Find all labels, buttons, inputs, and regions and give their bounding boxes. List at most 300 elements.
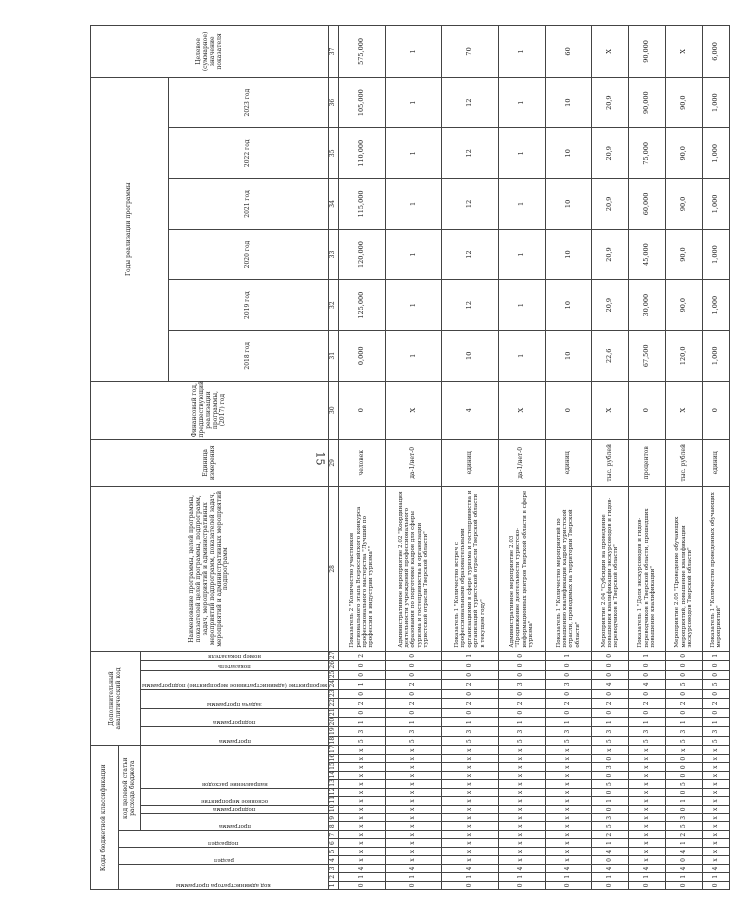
code-cell: 0 (442, 881, 498, 889)
code-cell: х (545, 746, 592, 755)
row-year-value: 1,000 (702, 77, 729, 128)
code-cell: х (629, 797, 666, 805)
code-cell: х (702, 830, 729, 838)
row-year-value: 12 (442, 77, 498, 128)
code-cell: 1 (339, 873, 386, 881)
code-cell: 4 (666, 847, 703, 855)
row-year-value: 10 (545, 280, 592, 331)
code-cell: х (339, 856, 386, 864)
code-cell: х (629, 814, 666, 822)
code-cell: 0 (702, 881, 729, 889)
column-number: 15 (329, 763, 339, 771)
row-unit: да-1/нет-0 (498, 439, 545, 486)
code-cell: 1 (545, 873, 592, 881)
code-cell: 0 (385, 651, 441, 661)
code-cell: х (442, 788, 498, 796)
code-cell: х (339, 746, 386, 755)
row-year-value: 30,000 (629, 280, 666, 331)
row-year-value: 1,000 (702, 128, 729, 179)
code-cell: 2 (666, 699, 703, 708)
code-cell: х (442, 839, 498, 847)
code-cell: 0 (498, 661, 545, 670)
row-year-value: 1 (498, 229, 545, 280)
code-cell: 1 (545, 718, 592, 727)
code-cell: 4 (442, 864, 498, 872)
column-number: 12 (329, 788, 339, 796)
code-cell: 1 (498, 718, 545, 727)
code-cell: 4 (629, 864, 666, 872)
code-cell: 0 (666, 788, 703, 796)
row-total: 6,000 (702, 26, 729, 78)
code-cell: 3 (592, 814, 629, 822)
admin-code-header: код администратора программы (119, 864, 329, 889)
code-cell: 3 (545, 727, 592, 736)
code-cell: 1 (545, 651, 592, 661)
row-total: 90,000 (629, 26, 666, 78)
code-cell: 4 (545, 864, 592, 872)
final-value-header: Целевое (суммарное) значение показателя (91, 26, 329, 78)
code-cell: х (702, 814, 729, 822)
table-row (545, 26, 592, 890)
code-cell: х (702, 847, 729, 855)
code-cell: х (339, 755, 386, 763)
code-cell: х (385, 814, 441, 822)
code-cell: х (498, 856, 545, 864)
table-row (666, 26, 703, 890)
row-year-value: 10 (442, 330, 498, 381)
code-cell: х (339, 788, 386, 796)
code-cell: х (545, 805, 592, 813)
code-cell: 0 (545, 881, 592, 889)
section-header: раздел (119, 847, 329, 864)
year-header: 2018 год (168, 330, 329, 381)
indicator-num-header: номер показателя (141, 651, 329, 661)
subprogram-code-header: подпрограмма (141, 805, 329, 813)
code-cell: х (385, 780, 441, 788)
code-cell: 0 (498, 670, 545, 679)
code-cell: 2 (498, 699, 545, 708)
year-header: 2022 год (168, 128, 329, 179)
table-row (339, 26, 386, 890)
row-year-value: 22,6 (592, 330, 629, 381)
code-cell: 0 (666, 771, 703, 779)
code-cell: 0 (666, 661, 703, 670)
row-name: Показатель 1 "Количество встреч с профессиональными образовательными организациями в сфере туризма и гостеприимства и организаций туристской отрасли Тверской области в текущем году" (442, 487, 498, 652)
code-cell: х (545, 830, 592, 838)
code-cell: х (442, 814, 498, 822)
row-year-value: 20,9 (592, 77, 629, 128)
code-cell: 0 (442, 661, 498, 670)
fin-year-header: Финансовый год, предшествующий реализации программы, (2017) год (91, 381, 329, 439)
column-number: 31 (329, 330, 339, 381)
code-cell: 2 (385, 680, 441, 689)
row-year-value: 120,0 (666, 330, 703, 381)
row-year-value: 1,000 (702, 330, 729, 381)
row-fin-year: 0 (339, 381, 386, 439)
code-cell: 1 (339, 680, 386, 689)
code-cell: х (339, 839, 386, 847)
row-fin-year: Х (498, 381, 545, 439)
row-year-value: 1 (498, 77, 545, 128)
code-cell: 5 (385, 736, 441, 745)
code-cell: х (545, 847, 592, 855)
code-cell: 1 (666, 797, 703, 805)
expense-direction-header: направление расходов (141, 746, 329, 788)
code-cell: 5 (629, 736, 666, 745)
row-fin-year: Х (666, 381, 703, 439)
code-cell: х (545, 763, 592, 771)
table-body (339, 26, 730, 890)
code-cell: 5 (442, 736, 498, 745)
column-number: 23 (329, 689, 339, 698)
code-cell: х (442, 797, 498, 805)
row-total: 1 (385, 26, 441, 78)
code-cell: х (339, 805, 386, 813)
code-cell: 0 (592, 881, 629, 889)
code-cell: х (385, 763, 441, 771)
code-cell: 5 (666, 822, 703, 830)
column-number: 7 (329, 830, 339, 838)
row-name: Показатель 1 "Количество проведенных обучающих мероприятий" (702, 487, 729, 652)
code-cell: х (498, 746, 545, 755)
page-number: 15 (313, 451, 327, 466)
code-cell: 3 (629, 727, 666, 736)
code-cell: 0 (666, 856, 703, 864)
column-number: 6 (329, 839, 339, 847)
row-year-value: 20,9 (592, 179, 629, 230)
row-fin-year: 0 (629, 381, 666, 439)
row-name: Мероприятие 2.05 "Проведение обучающих мероприятий, повышение квалификации экскурсоводов Тверской области" (666, 487, 703, 652)
code-cell: 0 (592, 755, 629, 763)
code-cell: 4 (629, 680, 666, 689)
code-cell: 1 (592, 797, 629, 805)
column-number: 25 (329, 670, 339, 679)
code-cell: 1 (666, 718, 703, 727)
code-cell: х (339, 797, 386, 805)
code-cell: 1 (498, 873, 545, 881)
row-year-value: 12 (442, 179, 498, 230)
row-name: Мероприятие 2.04 "Субсидии на проведение повышения квалификации экскурсоводов и гидов-переводчиков в Тверской области" (592, 487, 629, 652)
row-year-value: 1 (498, 128, 545, 179)
row-unit: да-1/нет-0 (385, 439, 441, 486)
row-year-value: 20,9 (592, 128, 629, 179)
code-cell: х (498, 780, 545, 788)
column-number-row (329, 26, 339, 890)
code-cell: 3 (385, 727, 441, 736)
table-row (702, 26, 729, 890)
code-cell: х (339, 771, 386, 779)
code-cell: х (629, 830, 666, 838)
code-cell: 3 (666, 814, 703, 822)
row-year-value: 90,0 (666, 280, 703, 331)
code-cell: х (545, 856, 592, 864)
row-total: 60 (545, 26, 592, 78)
code-cell: х (385, 788, 441, 796)
row-total: 1 (498, 26, 545, 78)
row-year-value: 45,000 (629, 229, 666, 280)
code-cell: 2 (592, 830, 629, 838)
row-unit: тыс. рублей (592, 439, 629, 486)
code-cell: 0 (592, 771, 629, 779)
code-cell: 0 (498, 689, 545, 698)
row-name: Административное мероприятие 2.03 "Продвижение деятельности туристско-информационных центров Тверской области в сфере туризма" (498, 487, 545, 652)
code-cell: 0 (592, 661, 629, 670)
code-cell: 1 (385, 718, 441, 727)
code-cell: х (442, 830, 498, 838)
code-cell: х (442, 771, 498, 779)
code-cell: 1 (592, 873, 629, 881)
code-cell: х (385, 771, 441, 779)
code-cell: х (498, 755, 545, 763)
code-cell: 1 (702, 718, 729, 727)
code-cell: 0 (629, 689, 666, 698)
row-year-value: 12 (442, 128, 498, 179)
code-cell: 0 (629, 708, 666, 717)
code-cell: 5 (702, 680, 729, 689)
row-total: 575,000 (339, 26, 386, 78)
code-cell: х (498, 847, 545, 855)
additional-code-header: Дополнительный аналитический код (91, 651, 141, 746)
code-cell: х (385, 746, 441, 755)
code-cell: х (702, 780, 729, 788)
code-cell: х (702, 856, 729, 864)
code-cell: х (629, 839, 666, 847)
code-cell: х (545, 797, 592, 805)
table-row (442, 26, 498, 890)
code-cell: 0 (385, 689, 441, 698)
code-cell: х (339, 830, 386, 838)
row-year-value: 75,000 (629, 128, 666, 179)
code-cell: 0 (545, 708, 592, 717)
code-cell: х (545, 814, 592, 822)
code-cell: 0 (339, 661, 386, 670)
code-cell: х (442, 780, 498, 788)
code-cell: 0 (498, 881, 545, 889)
task-header: задача программы (141, 689, 329, 708)
year-header: 2020 год (168, 229, 329, 280)
row-year-value: 110,000 (339, 128, 386, 179)
code-cell: х (629, 755, 666, 763)
code-cell: 0 (666, 805, 703, 813)
code-cell: 4 (385, 864, 441, 872)
program-code-header: программа (141, 814, 329, 831)
column-number: 13 (329, 780, 339, 788)
row-year-value: 105,000 (339, 77, 386, 128)
column-number: 14 (329, 771, 339, 779)
code-cell: х (702, 788, 729, 796)
column-number: 22 (329, 699, 339, 708)
code-cell: 0 (666, 708, 703, 717)
code-cell: х (498, 805, 545, 813)
row-year-value: 1 (385, 179, 441, 230)
code-cell: 5 (702, 736, 729, 745)
code-cell: 0 (442, 689, 498, 698)
row-year-value: 1 (385, 330, 441, 381)
code-cell: 0 (629, 661, 666, 670)
row-total: Х (666, 26, 703, 78)
column-number: 9 (329, 814, 339, 822)
code-cell: х (385, 755, 441, 763)
code-cell: 0 (702, 670, 729, 679)
code-cell: х (442, 822, 498, 830)
main-event-header: основное мероприятие (141, 788, 329, 805)
code-cell: 3 (702, 727, 729, 736)
row-year-value: 10 (545, 330, 592, 381)
column-number: 2 (329, 873, 339, 881)
code-cell: 5 (666, 680, 703, 689)
row-fin-year: Х (385, 381, 441, 439)
row-year-value: 1 (498, 179, 545, 230)
code-cell: 0 (339, 708, 386, 717)
row-total: 70 (442, 26, 498, 78)
row-year-value: 90,0 (666, 128, 703, 179)
code-cell: 2 (629, 699, 666, 708)
column-number: 34 (329, 179, 339, 230)
code-cell: 2 (545, 699, 592, 708)
row-year-value: 1 (385, 280, 441, 331)
code-cell: х (442, 856, 498, 864)
code-cell: 5 (666, 780, 703, 788)
row-unit: тыс. рублей (666, 439, 703, 486)
code-cell: х (385, 856, 441, 864)
code-cell: х (545, 822, 592, 830)
prog-header: программа (141, 727, 329, 746)
code-cell: 2 (666, 830, 703, 838)
unit-header: Единица измерения (91, 439, 329, 486)
rotated-table-wrapper (90, 25, 723, 890)
column-number: 3 (329, 864, 339, 872)
row-year-value: 90,000 (629, 77, 666, 128)
code-cell: 5 (592, 780, 629, 788)
code-cell: 4 (592, 864, 629, 872)
code-cell: х (545, 771, 592, 779)
row-year-value: 1 (385, 128, 441, 179)
row-year-value: 90,0 (666, 229, 703, 280)
code-cell: х (702, 746, 729, 755)
code-cell: х (498, 788, 545, 796)
column-number: 8 (329, 822, 339, 830)
code-cell: 5 (666, 736, 703, 745)
row-year-value: 12 (442, 229, 498, 280)
row-year-value: 125,000 (339, 280, 386, 331)
code-cell: 0 (592, 856, 629, 864)
code-cell: 0 (385, 881, 441, 889)
code-cell: 3 (498, 680, 545, 689)
row-fin-year: 0 (702, 381, 729, 439)
row-unit: единиц (702, 439, 729, 486)
code-cell: 0 (442, 708, 498, 717)
table-row (385, 26, 441, 890)
row-fin-year: 4 (442, 381, 498, 439)
code-cell: х (545, 755, 592, 763)
row-year-value: 90,0 (666, 77, 703, 128)
years-group-header: Годы реализации программы (91, 77, 169, 381)
row-name: Показатель 1 "Количество мероприятий по повышению квалификации кадров туристской отрасли, проводимых на территории Тверской области" (545, 487, 592, 652)
code-cell: х (442, 746, 498, 755)
code-cell: 5 (592, 822, 629, 830)
code-cell: 1 (666, 839, 703, 847)
code-cell: 0 (666, 763, 703, 771)
row-year-value: 1 (498, 330, 545, 381)
code-cell: 1 (339, 718, 386, 727)
code-cell: х (442, 805, 498, 813)
code-cell: 0 (592, 670, 629, 679)
code-cell: 2 (702, 699, 729, 708)
column-number: 37 (329, 26, 339, 78)
code-cell: 2 (592, 699, 629, 708)
code-cell: х (385, 839, 441, 847)
column-number: 5 (329, 847, 339, 855)
code-cell: х (545, 839, 592, 847)
code-cell: х (702, 755, 729, 763)
code-cell: 0 (666, 670, 703, 679)
code-cell: 0 (666, 689, 703, 698)
code-cell: 1 (592, 718, 629, 727)
row-year-value: 1 (385, 229, 441, 280)
row-year-value: 1,000 (702, 280, 729, 331)
row-year-value: 1,000 (702, 229, 729, 280)
code-cell: 2 (442, 680, 498, 689)
row-unit: единиц (545, 439, 592, 486)
code-cell: х (498, 830, 545, 838)
code-cell: х (629, 746, 666, 755)
code-cell: х (702, 839, 729, 847)
column-number: 27 (329, 651, 339, 661)
column-number: 30 (329, 381, 339, 439)
code-cell: х (702, 771, 729, 779)
column-number: 28 (329, 487, 339, 652)
column-number: 24 (329, 680, 339, 689)
code-cell: 5 (592, 736, 629, 745)
budget-class-header: Коды бюджетной классификации (91, 746, 119, 890)
code-cell: х (498, 822, 545, 830)
code-cell: х (498, 797, 545, 805)
column-number: 21 (329, 708, 339, 717)
code-cell: 0 (339, 670, 386, 679)
column-number: 4 (329, 856, 339, 864)
code-cell: 4 (339, 864, 386, 872)
code-cell: х (385, 847, 441, 855)
code-cell: х (498, 763, 545, 771)
indicator-header: показатель (141, 661, 329, 670)
name-header: Наименование программы, целей программы, показателей целей программы, подпрограмм, задач, мероприятий и административных мероприятий подпрограмм, показателей задач, мероприятий и административных мероприятий подпрограмм (91, 487, 329, 652)
code-cell: х (629, 788, 666, 796)
subprog-header: подпрограмма (141, 708, 329, 727)
code-cell: х (498, 839, 545, 847)
code-cell: 4 (702, 864, 729, 872)
code-cell: 0 (666, 651, 703, 661)
code-cell: 0 (498, 708, 545, 717)
code-cell: 3 (498, 727, 545, 736)
code-cell: х (385, 830, 441, 838)
code-cell: 0 (702, 689, 729, 698)
column-number: 26 (329, 661, 339, 670)
code-cell: 0 (592, 708, 629, 717)
row-unit: процентов (629, 439, 666, 486)
code-cell: 2 (385, 699, 441, 708)
code-cell: 1 (442, 873, 498, 881)
row-year-value: 90,0 (666, 179, 703, 230)
row-year-value: 10 (545, 229, 592, 280)
code-cell: 3 (666, 727, 703, 736)
code-cell: 0 (702, 708, 729, 717)
code-cell: х (545, 788, 592, 796)
code-cell: 1 (385, 873, 441, 881)
code-cell: 1 (702, 873, 729, 881)
code-cell: х (339, 847, 386, 855)
code-cell: 2 (339, 699, 386, 708)
code-cell: 0 (498, 651, 545, 661)
